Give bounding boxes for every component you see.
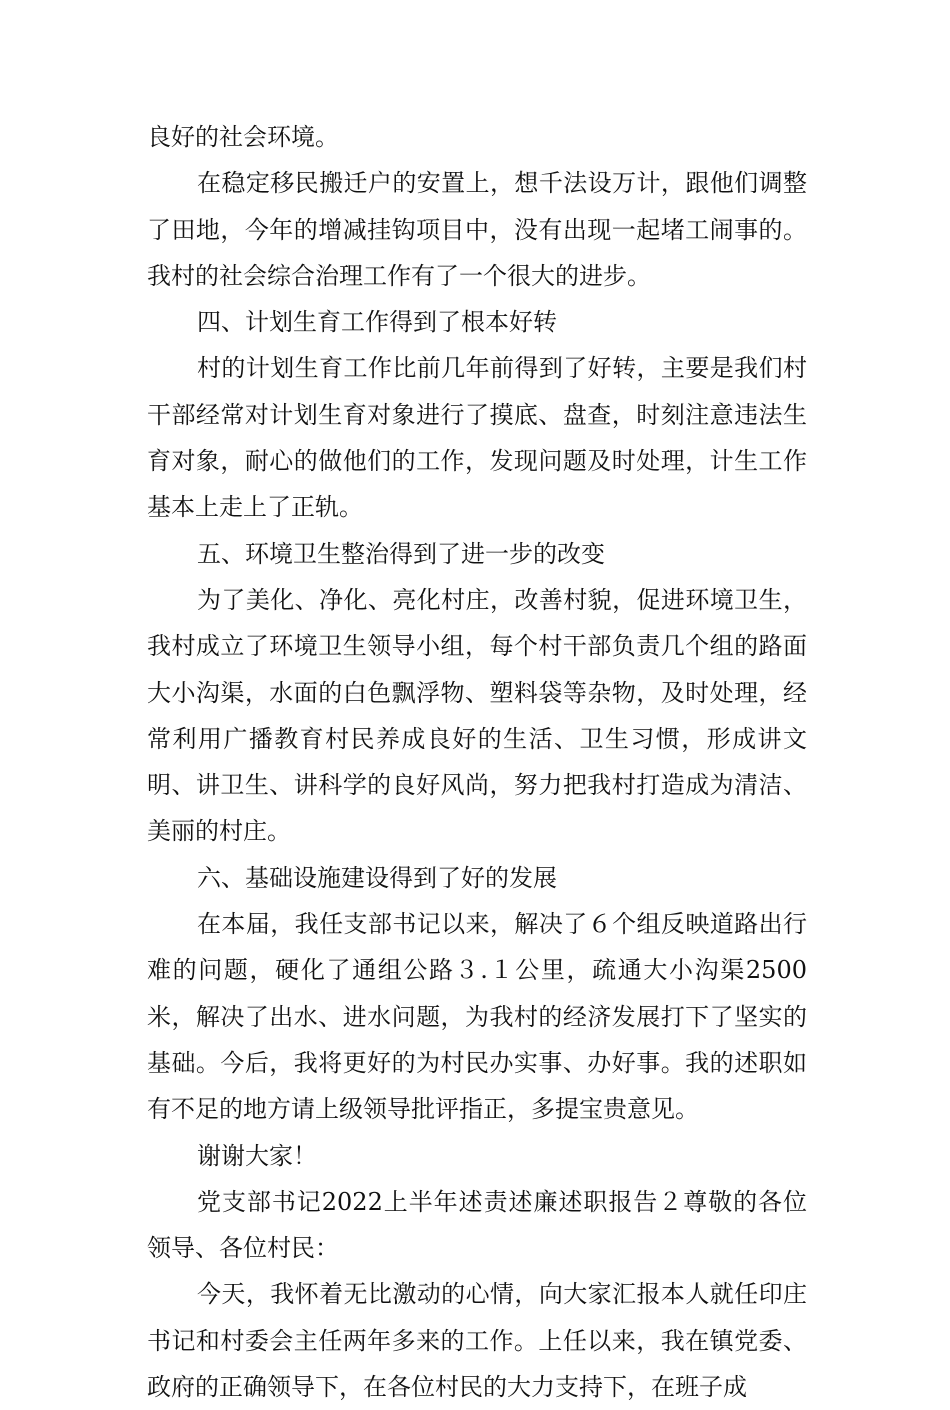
section-heading-5: 五、环境卫生整治得到了进一步的改变 <box>197 539 605 568</box>
paragraph-1: 良好的社会环境。 <box>147 123 339 151</box>
paragraph-5: 在本届，我任支部书记以来，解决了６个组反映道路出行难的问题，硬化了通组公路３.１公里，疏通大小沟渠2500米，解决了出水、进水问题，为我村的经济发展打下了坚实的基础。今后，我将更好的为村民办实事、办好事。我的述职如有不足的地方请上级领导批评指正，多提宝贵意见。 <box>147 910 807 1124</box>
document-body <box>147 114 807 1410</box>
report-2-heading: 党支部书记2022上半年述责述廉述职报告２尊敬的各位领导、各位村民： <box>147 1187 807 1263</box>
paragraph-6: 今天，我怀着无比激动的心情，向大家汇报本人就任印庄书记和村委会主任两年多来的工作。上任以来，我在镇党委、政府的正确领导下，在各位村民的大力支持下，在班子成 <box>147 1280 807 1402</box>
closing-thanks: 谢谢大家！ <box>197 1141 317 1170</box>
paragraph-3: 村的计划生育工作比前几年前得到了好转，主要是我们村干部经常对计划生育对象进行了摸底、盘查，时刻注意违法生育对象，耐心的做他们的工作，发现问题及时处理，计生工作基本上走上了正轨。 <box>147 354 807 522</box>
section-heading-4: 四、计划生育工作得到了根本好转 <box>197 308 557 337</box>
paragraph-4: 为了美化、净化、亮化村庄，改善村貌，促进环境卫生，我村成立了环境卫生领导小组，每个村干部负责几个组的路面大小沟渠，水面的白色飘浮物、塑料袋等杂物，及时处理，经常利用广播教育村民养成良好的生活、卫生习惯，形成讲文明、讲卫生、讲科学的良好风尚，努力把我村打造成为清洁、美丽的村庄。 <box>147 585 807 846</box>
section-heading-6: 六、基础设施建设得到了好的发展 <box>197 863 557 892</box>
paragraph-2: 在稳定移民搬迁户的安置上，想千法设万计，跟他们调整了田地，今年的增减挂钩项目中，没有出现一起堵工闹事的。我村的社会综合治理工作有了一个很大的进步。 <box>147 169 807 290</box>
